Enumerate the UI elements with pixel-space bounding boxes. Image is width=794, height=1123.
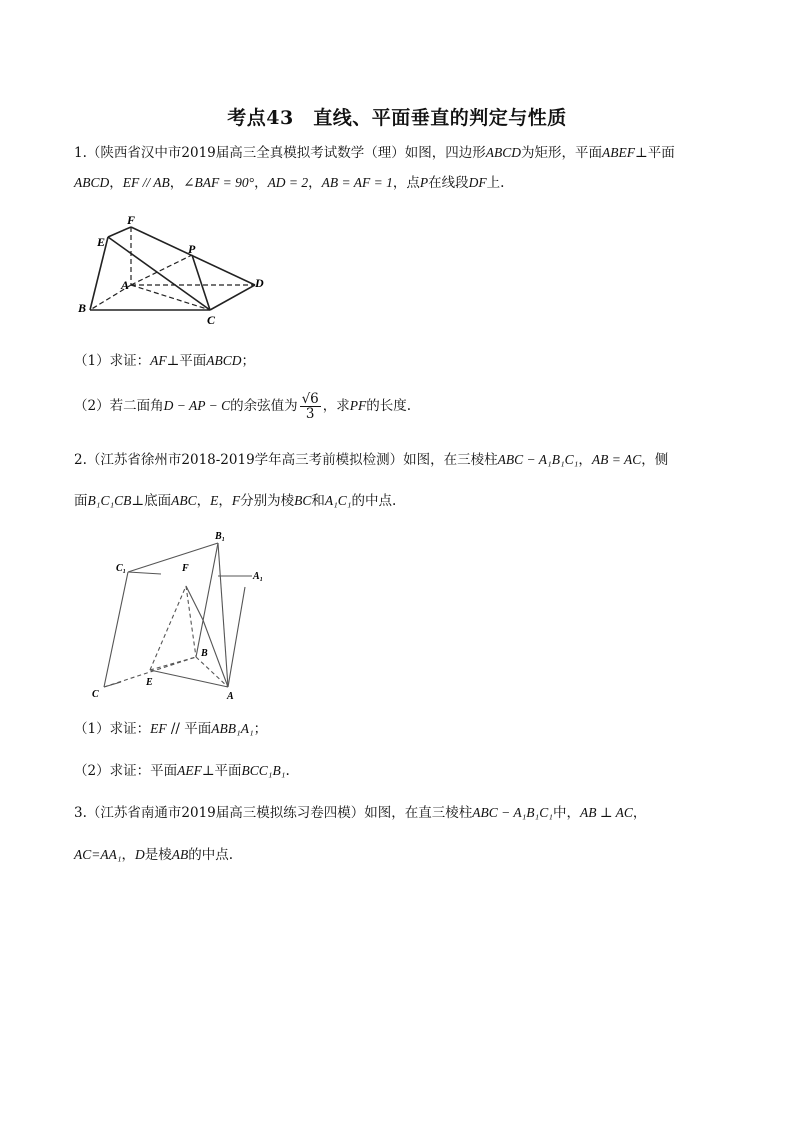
q1-p: P <box>419 175 429 190</box>
q1-pf: PF <box>349 398 367 413</box>
q2-bc: BC <box>294 493 312 508</box>
label-F: F <box>182 563 189 574</box>
q1-part1-perp: ⊥平面 <box>166 353 207 369</box>
q2-part-1 <box>74 719 267 739</box>
q1-part1-plane: ABCD <box>206 353 242 368</box>
q2-sep: ， <box>196 493 211 509</box>
q1-abef: ABEF <box>602 145 635 160</box>
label-A: A <box>121 278 130 292</box>
q1-part1-af: AF <box>150 353 167 368</box>
q3-sep: ， <box>121 847 136 863</box>
q1-abcd: ABCD <box>485 145 521 160</box>
label-C: C <box>92 689 99 700</box>
q2-f: F <box>231 493 241 508</box>
q1-df: DF <box>468 175 487 190</box>
q2-part1-prefix: （1）求证： <box>74 721 151 737</box>
q2-part2-perp: ⊥平面 <box>201 763 242 779</box>
q2-part1-end: ； <box>253 721 268 737</box>
edge-EF <box>108 227 131 237</box>
q1-ad: AD = 2 <box>267 175 309 190</box>
q1-line-2 <box>74 173 504 193</box>
label-F: F <box>127 215 136 227</box>
q2-and: 和 <box>311 493 325 509</box>
q3-in: 中， <box>552 805 580 821</box>
q2-a1c1: A₁C₁ <box>324 493 352 508</box>
q2-ab-ac: AB = AC <box>591 452 642 467</box>
q2-part1-plane: ABB₁A₁ <box>211 721 254 736</box>
q1-dihedral: D − AP − C <box>163 398 231 413</box>
q1-sep: ， <box>308 175 322 191</box>
q2-part2-aef: AEF <box>177 763 202 778</box>
label-B: B <box>201 648 208 659</box>
q1-perp: ⊥平面 <box>635 145 675 161</box>
q3-eq: AC=AA₁ <box>74 847 122 862</box>
q1-point-text: ，点 <box>392 175 420 191</box>
q1-part-1 <box>74 351 255 371</box>
q1-line-1 <box>74 143 675 163</box>
q1-abcd-2: ABCD <box>74 175 110 190</box>
edge-CD <box>210 285 255 310</box>
q1-sep: ， <box>254 175 268 191</box>
q3-source: （江苏省南通市2019届高三模拟练习卷四模）如图，在直三棱柱 <box>86 805 473 821</box>
q3-line-1 <box>74 803 646 823</box>
q2-line-1 <box>74 450 668 470</box>
edge-EF <box>150 586 186 670</box>
q1-number: 1. <box>74 145 87 161</box>
q1-part2-end: 的长度. <box>366 398 412 414</box>
q1-source: （陕西省汉中市2019届高三全真模拟考试数学（理）如图，四边形 <box>86 145 486 161</box>
q1-sep: ， <box>169 175 184 191</box>
q2-sep: ， <box>578 452 592 468</box>
q1-angle: ∠BAF = 90° <box>183 175 255 190</box>
q1-part2-prefix: （2）若二面角 <box>74 398 164 414</box>
q2-e: E <box>210 493 219 508</box>
label-C1: C₁ <box>116 563 127 574</box>
edge-C1C <box>104 572 128 687</box>
q2-part2-prefix: （2）求证：平面 <box>74 763 178 779</box>
q3-mid: 是棱 <box>144 847 172 863</box>
q3-ab: AB <box>171 847 189 862</box>
label-A: A <box>227 691 234 702</box>
q2-mid-end: 的中点. <box>351 493 397 509</box>
edge-EA <box>150 670 228 687</box>
label-D: D <box>255 276 264 290</box>
q2-figure <box>86 525 266 705</box>
page-title: 考点43 直线、平面垂直的判定与性质 <box>227 107 567 129</box>
q1-sep: ， <box>109 175 123 191</box>
q2-side: ，侧 <box>641 452 669 468</box>
q2-part1-ef: EF <box>150 721 167 736</box>
q1-part1-prefix: （1）求证： <box>74 353 151 369</box>
q1-part1-end: ； <box>241 353 256 369</box>
q2-source: （江苏省徐州市2018-2019学年高三考前模拟检测）如图，在三棱柱 <box>86 452 498 468</box>
label-E: E <box>97 235 106 249</box>
q3-number: 3. <box>74 805 87 821</box>
q1-fraction <box>300 392 321 421</box>
q2-sep: ， <box>218 493 232 509</box>
q2-line-2 <box>74 491 396 511</box>
q2-number: 2. <box>74 452 87 468</box>
edge-C1A1-part <box>128 572 161 574</box>
label-B: B <box>78 301 87 315</box>
q1-part2-mid: 的余弦值为 <box>230 398 298 414</box>
q2-mid-text: 分别为棱 <box>240 493 295 509</box>
q2-face: B₁C₁CB <box>87 493 132 508</box>
q2-part1-par: // 平面 <box>166 721 212 737</box>
q3-d: D <box>135 847 145 862</box>
edge-B1B <box>196 543 218 657</box>
edge-EB <box>150 657 196 670</box>
q1-ab-af: AB = AF = 1 <box>321 175 393 190</box>
q3-line-2 <box>74 845 233 865</box>
q1-part2-ask: ，求 <box>322 398 350 414</box>
q2-perp-base: ⊥底面 <box>131 493 172 509</box>
q3-sep: ， <box>632 805 647 821</box>
label-A1: A₁ <box>253 571 264 582</box>
q1-fraction-denominator: 3 <box>305 406 315 422</box>
edge-BA <box>196 657 228 687</box>
q1-part-2 <box>74 391 411 421</box>
label-P: P <box>188 242 196 256</box>
label-C: C <box>207 313 216 327</box>
q2-mian: 面 <box>74 493 88 509</box>
q1-ef-ab: EF // AB <box>122 175 170 190</box>
q2-part2-plane: BCC₁B₁ <box>241 763 286 778</box>
q1-figure <box>72 215 272 330</box>
edge-C1B1 <box>128 543 218 572</box>
q2-prism: ABC − A₁B₁C₁ <box>497 452 579 467</box>
q1-text: 为矩形，平面 <box>521 145 602 161</box>
label-B1: B₁ <box>215 531 226 542</box>
q2-abc: ABC <box>171 493 197 508</box>
edge-A-right <box>228 587 245 687</box>
label-E: E <box>146 677 153 688</box>
edge-AC <box>131 285 210 310</box>
q1-end: 上. <box>486 175 505 191</box>
q3-perp: AB ⊥ AC <box>579 805 633 820</box>
q2-part-2 <box>74 761 290 781</box>
q1-seg-text: 在线段 <box>428 175 469 191</box>
q3-end: 的中点. <box>188 847 234 863</box>
q3-prism: ABC − A₁B₁C₁ <box>472 805 553 820</box>
q1-fraction-numerator: √6 <box>301 391 319 407</box>
q2-part2-end: . <box>285 763 290 779</box>
